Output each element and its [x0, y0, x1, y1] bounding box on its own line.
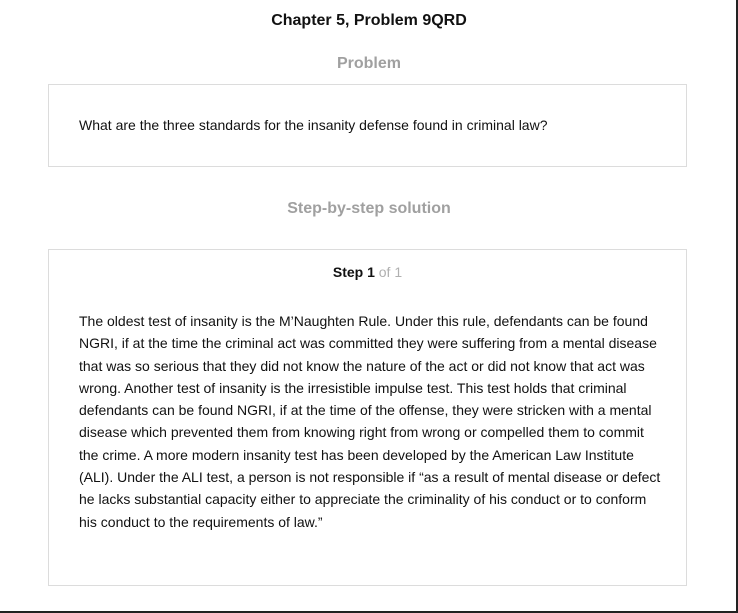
- step-header: [49, 264, 686, 280]
- solution-box: [48, 249, 687, 586]
- problem-box: [48, 84, 687, 167]
- solution-heading: Step-by-step solution: [287, 200, 451, 217]
- solution-text: The oldest test of insanity is the M’Naughten Rule. Under this rule, defendants can be found NGRI, if at the time the criminal act was committed they were suffering from a mental disease that was so serious that they did not know the nature of the act or did not know that act was wrong. Another test of insanity is the irresistible impulse test. This test holds that criminal defendants can be found NGRI, if at the time of the offense, they were stricken with a mental disease which prevented them from knowing right from wrong or compelled them to commit the crime. A more modern insanity test has been developed by the American Law Institute (ALI). Under the ALI test, a person is not responsible if “as a result of mental disease or defect he lacks substantial capacity either to appreciate the criminality of his conduct or to conform his conduct to the requirements of law.”: [79, 313, 661, 530]
- chapter-title: Chapter 5, Problem 9QRD: [271, 12, 467, 29]
- step-label: Step 1: [332, 264, 375, 280]
- problem-text: What are the three standards for the insanity defense found in criminal law?: [79, 117, 548, 133]
- step-count: of 1: [378, 264, 403, 280]
- problem-heading: Problem: [336, 55, 401, 72]
